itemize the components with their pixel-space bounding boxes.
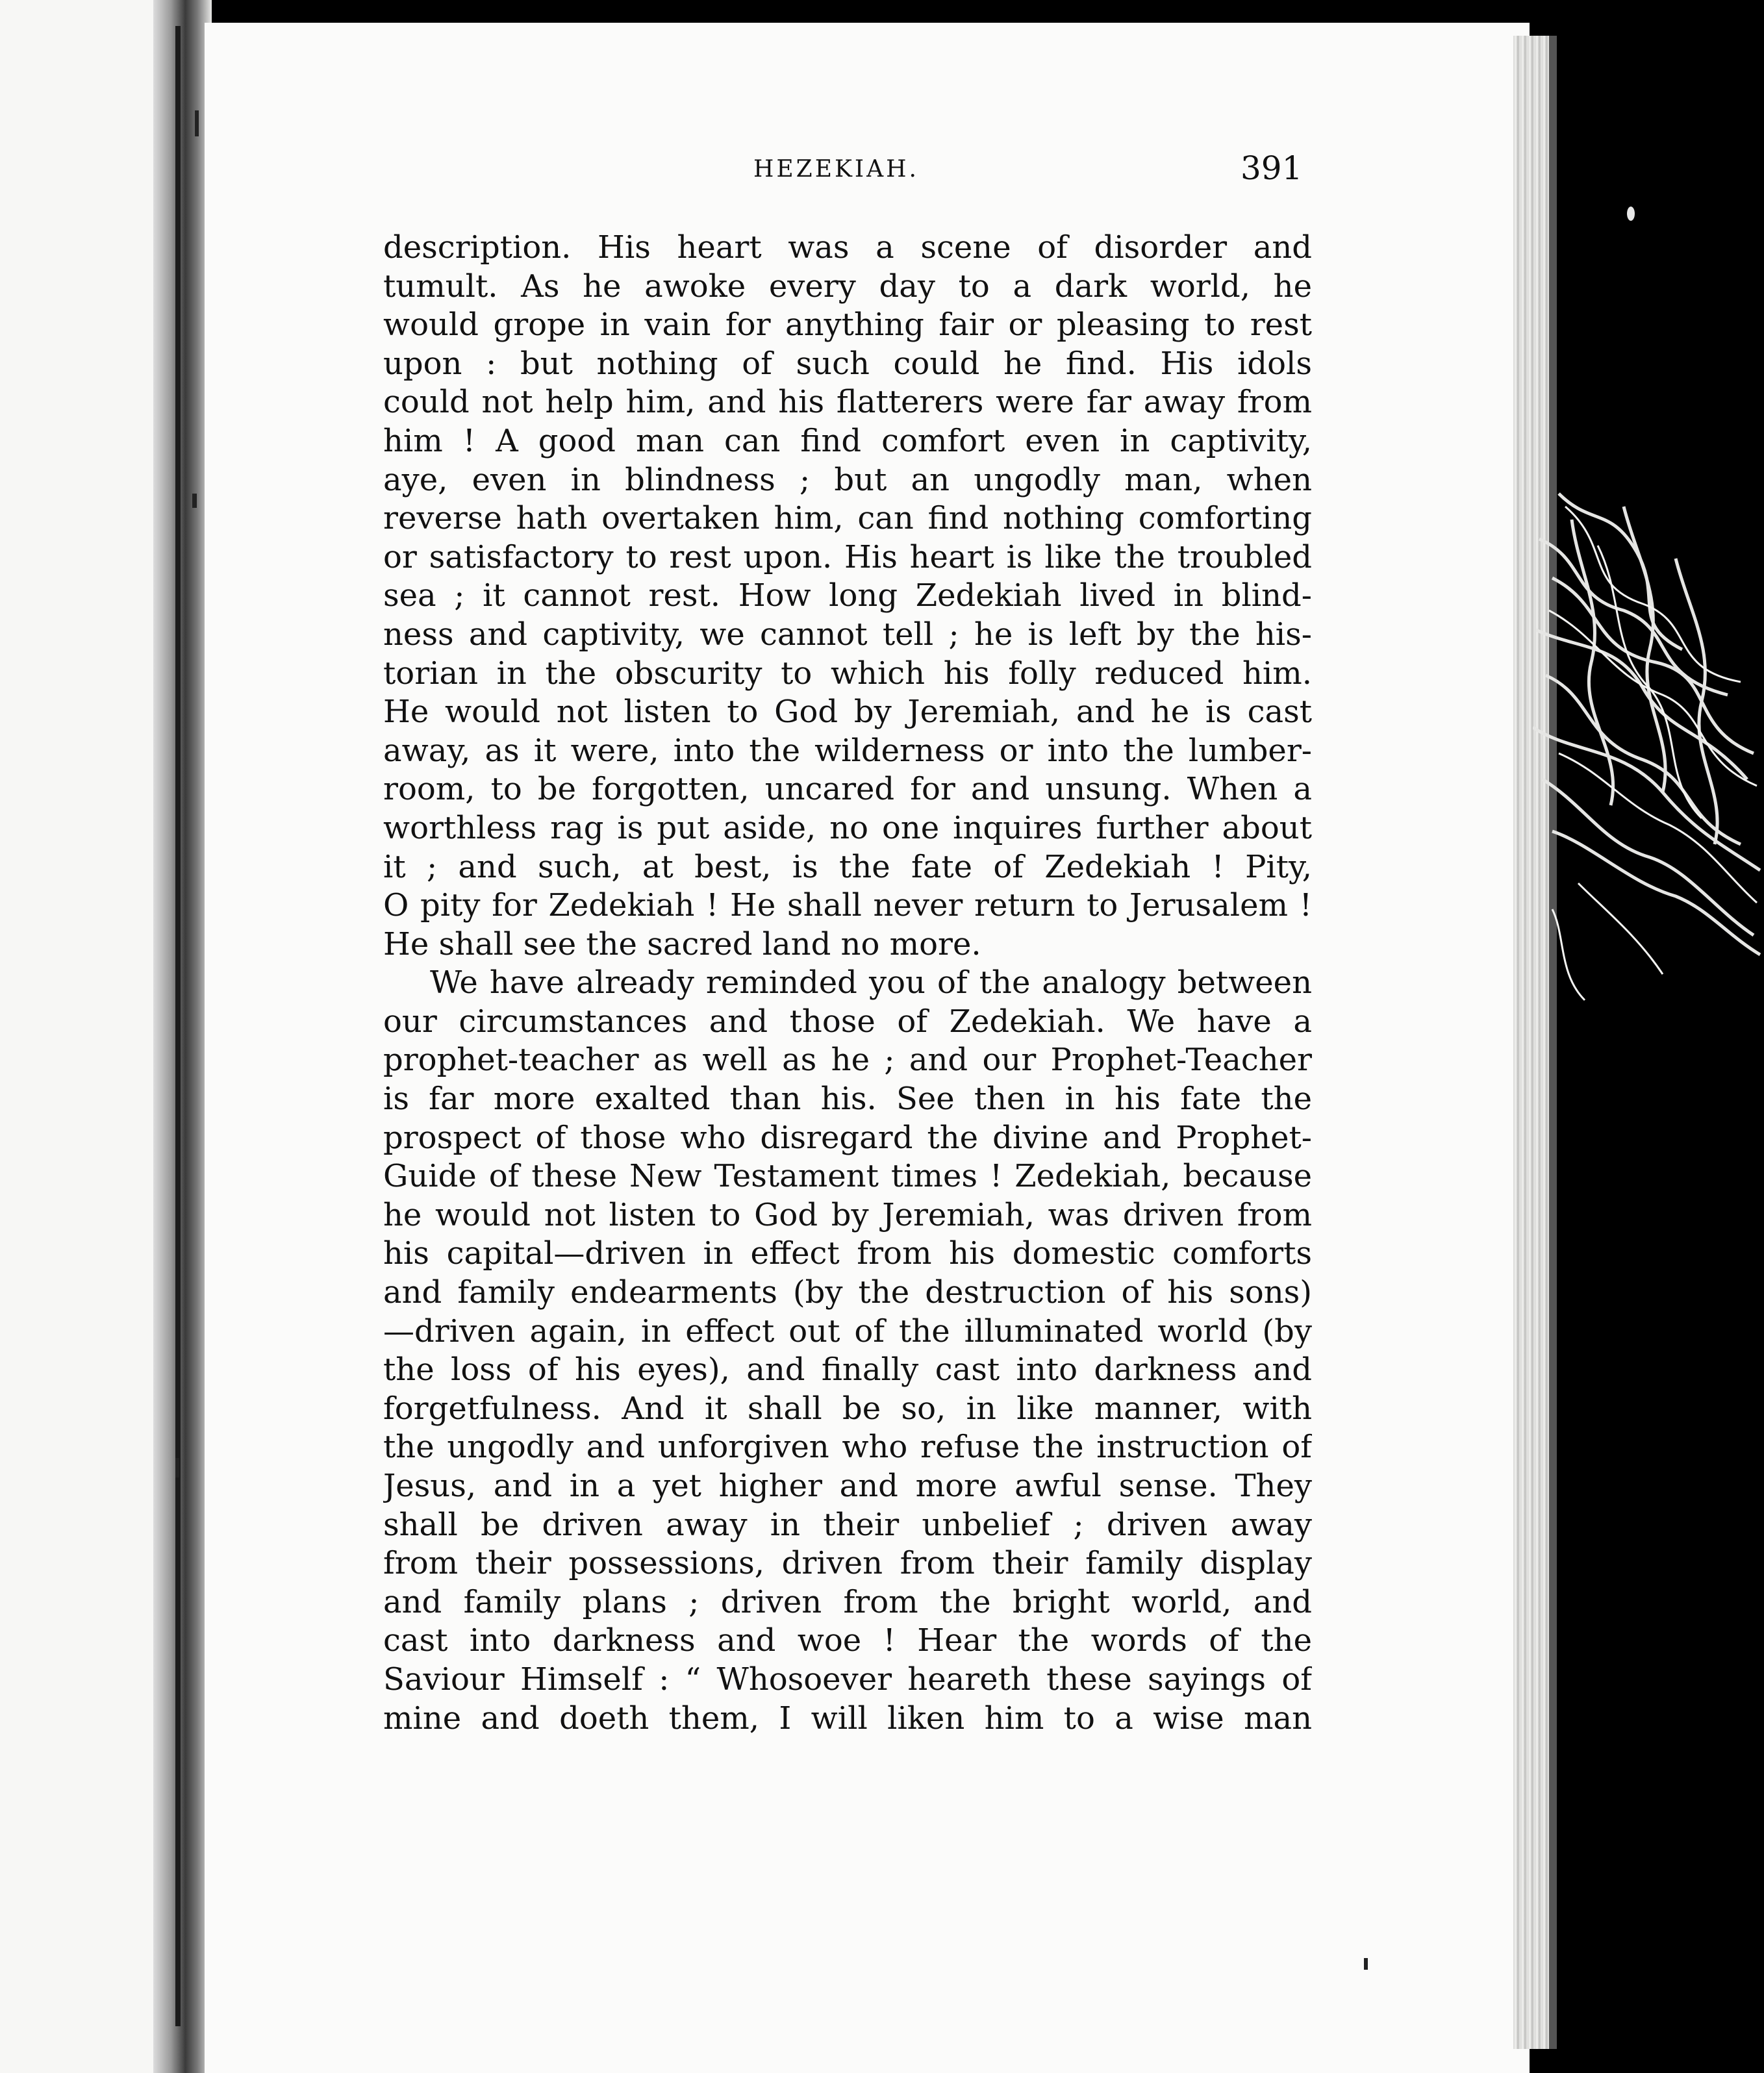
book-gutter [153,0,212,2073]
text-line: the ungodly and unforgiven who refuse the instruction of [383,1429,1312,1466]
text-line: prospect of those who disregard the divine and Prophet- [383,1119,1312,1156]
margin-speck [1627,207,1635,221]
text-line: from their possessions, driven from their family display [383,1545,1312,1582]
text-line: He would not listen to God by Jeremiah, and he is cast [383,694,1312,731]
text-line: is far more exalted than his. See then in his fate the [383,1081,1312,1118]
text-line: away, as it were, into the wilderness or into the lumber- [383,732,1312,769]
page-number: 391 [1241,149,1303,187]
torn-paper-fibres [1533,481,1764,1052]
text-line: and family endearments (by the destruction of his sons) [383,1274,1312,1311]
text-line: he would not listen to God by Jeremiah, was driven from [383,1196,1312,1233]
margin-speck [175,1458,179,1477]
text-line: Guide of these New Testament times ! Zedekiah, because [383,1158,1312,1195]
text-line: could not help him, and his flatterers were far away from [383,384,1312,421]
text-line: it ; and such, at best, is the fate of Zedekiah ! Pity, [383,848,1312,885]
text-line: prophet-teacher as well as he ; and our Prophet-Teacher [383,1042,1312,1079]
text-line: description. His heart was a scene of disorder and [383,229,1312,266]
margin-speck [1364,1958,1368,1970]
text-line: Jesus, and in a yet higher and more awful sense. They [383,1468,1312,1504]
text-line: worthless rag is put aside, no one inquires further about [383,809,1312,846]
text-line: would grope in vain for anything fair or pleasing to rest [383,307,1312,344]
text-line: sea ; it cannot rest. How long Zedekiah lived in blind- [383,577,1312,614]
text-line: forgetfulness. And it shall be so, in like manner, with [383,1390,1312,1427]
text-line: upon : but nothing of such could he find. His idols [383,345,1312,382]
facing-page-edge [0,0,169,2073]
text-line: We have already reminded you of the analogy between [430,964,1312,1001]
text-line: Saviour Himself : “ Whosoever heareth these sayings of [383,1661,1312,1698]
text-line: the loss of his eyes), and finally cast into darkness and [383,1351,1312,1388]
text-line: torian in the obscurity to which his folly reduced him. [383,655,1312,692]
text-line: —driven again, in effect out of the illuminated world (by [383,1313,1312,1350]
text-line: room, to be forgotten, uncared for and unsung. When a [383,771,1312,808]
text-line: mine and doeth them, I will liken him to a wise man [383,1700,1312,1737]
text-line: or satisfactory to rest upon. His heart is like the troubled [383,538,1312,575]
text-line: aye, even in blindness ; but an ungodly man, when [383,461,1312,498]
text-line: ness and captivity, we cannot tell ; he is left by the his- [383,616,1312,653]
text-line: shall be driven away in their unbelief ; driven away [383,1506,1312,1543]
gutter-shadow [175,26,181,2026]
body-text [383,229,1312,1738]
text-line: him ! A good man can find comfort even in captivity, [383,422,1312,459]
text-line: his capital—driven in effect from his domestic comforts [383,1235,1312,1272]
text-line: He shall see the sacred land no more. [383,925,981,962]
text-line: our circumstances and those of Zedekiah. We have a [383,1003,1312,1040]
text-line: cast into darkness and woe ! Hear the words of the [383,1622,1312,1659]
margin-speck [195,110,199,136]
text-line: reverse hath overtaken him, can find nothing comforting [383,500,1312,537]
margin-speck [192,494,197,508]
text-line: and family plans ; driven from the bright world, and [383,1583,1312,1620]
text-line: O pity for Zedekiah ! He shall never return to Jerusalem ! [383,887,1312,924]
running-head: HEZEKIAH. [753,156,919,182]
text-line: tumult. As he awoke every day to a dark world, he [383,268,1312,305]
